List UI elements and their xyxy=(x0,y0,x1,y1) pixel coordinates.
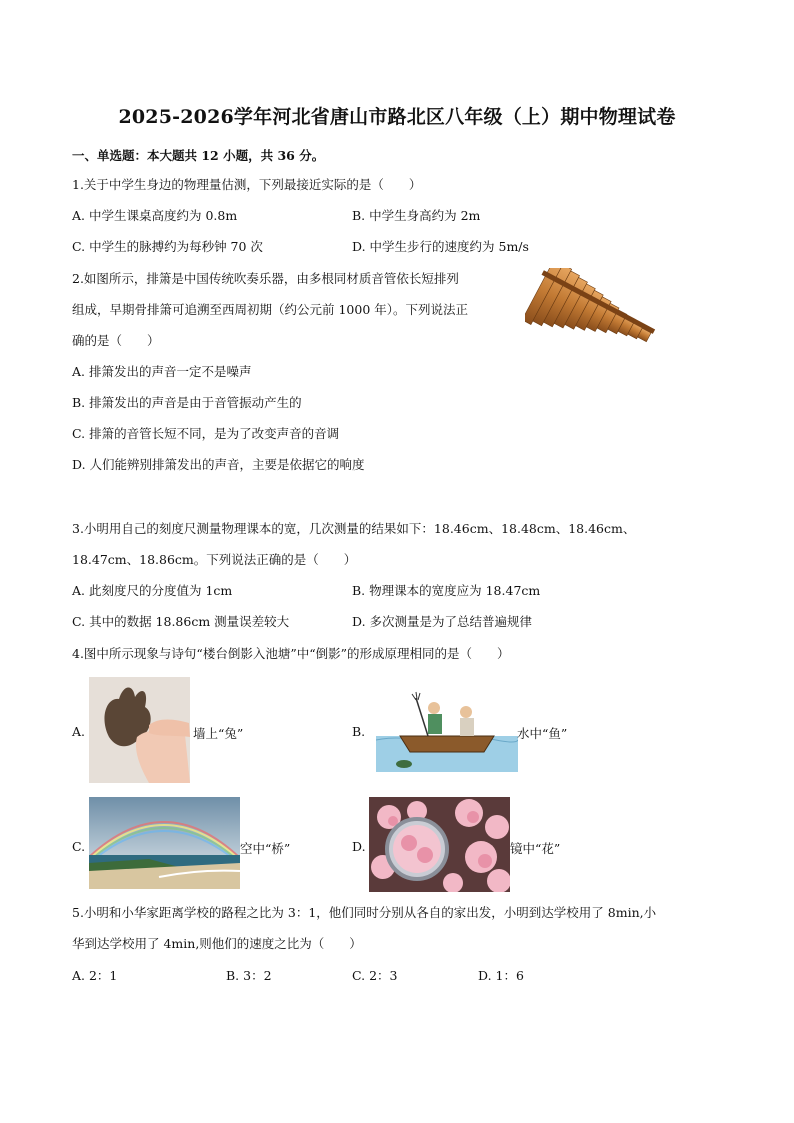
q2-option-a[interactable]: A. 排箫发出的声音一定不是噪声 xyxy=(72,364,252,379)
q4-option-a-letter[interactable]: A. xyxy=(72,724,86,739)
q3-option-d[interactable]: D. 多次测量是为了总结普遍规律 xyxy=(352,614,533,629)
q1-option-a[interactable]: A. 中学生课桌高度约为 0.8m xyxy=(72,208,238,223)
page-title: 2025-2026学年河北省唐山市路北区八年级（上）期中物理试卷 xyxy=(118,106,676,128)
q1-stem: 1.关于中学生身边的物理量估测，下列最接近实际的是（ ） xyxy=(72,177,422,192)
q4-option-d-letter[interactable]: D. xyxy=(352,839,366,854)
q2-option-c[interactable]: C. 排箫的音管长短不同，是为了改变声音的音调 xyxy=(72,426,340,441)
q2-stem-line2: 组成，早期骨排箫可追溯至西周初期（约公元前 1000 年）。下列说法正 xyxy=(72,302,469,317)
q1-option-c[interactable]: C. 中学生的脉搏约为每秒钟 70 次 xyxy=(72,239,263,254)
q5-option-c[interactable]: C. 2：3 xyxy=(352,968,398,983)
q3-option-b[interactable]: B. 物理课本的宽度应为 18.47cm xyxy=(352,583,541,598)
q1-option-d[interactable]: D. 中学生步行的速度约为 5m/s xyxy=(352,239,529,254)
q3-option-a[interactable]: A. 此刻度尺的分度值为 1cm xyxy=(72,583,233,598)
q5-option-a[interactable]: A. 2：1 xyxy=(72,968,118,983)
q4-option-c-letter[interactable]: C. xyxy=(72,839,86,854)
panpipe-image xyxy=(525,268,721,372)
section-heading: 一、单选题：本大题共 12 小题，共 36 分。 xyxy=(72,148,325,163)
q4-option-d-text: 镜中“花” xyxy=(510,841,561,856)
q3-stem-line1: 3.小明用自己的刻度尺测量物理课本的宽，几次测量的结果如下：18.46cm、18.48cm、18.46cm、 xyxy=(72,521,636,536)
q4-stem: 4.图中所示现象与诗句“楼台倒影入池塘”中“倒影”的形成原理相同的是（ ） xyxy=(72,646,510,661)
q2-option-b[interactable]: B. 排箫发出的声音是由于音管振动产生的 xyxy=(72,395,302,410)
fishing-boat-image xyxy=(376,690,518,772)
q1-option-b[interactable]: B. 中学生身高约为 2m xyxy=(352,208,481,223)
q2-stem-line1: 2.如图所示，排箫是中国传统吹奏乐器，由多根同材质音管依长短排列 xyxy=(72,271,459,286)
q5-stem-line1: 5.小明和小华家距离学校的路程之比为 3：1，他们同时分别从各自的家出发，小明到达学校用了 8min,小 xyxy=(72,905,657,920)
q3-stem-line2: 18.47cm、18.86cm。下列说法正确的是（ ） xyxy=(72,552,357,567)
q4-option-c-text: 空中“桥” xyxy=(240,841,291,856)
q3-option-c[interactable]: C. 其中的数据 18.86cm 测量误差较大 xyxy=(72,614,290,629)
shadow-rabbit-image xyxy=(89,677,190,783)
q4-option-b-text: 水中“鱼” xyxy=(517,726,568,741)
q4-option-a-text: 墙上“兔” xyxy=(193,726,244,741)
q2-option-d[interactable]: D. 人们能辨别排箫发出的声音，主要是依据它的响度 xyxy=(72,457,365,472)
q5-option-b[interactable]: B. 3：2 xyxy=(226,968,272,983)
mirror-flower-image xyxy=(369,797,510,892)
q4-option-b-letter[interactable]: B. xyxy=(352,724,366,739)
q5-option-d[interactable]: D. 1：6 xyxy=(478,968,524,983)
q5-stem-line2: 华到达学校用了 4min,则他们的速度之比为（ ） xyxy=(72,936,362,951)
rainbow-image xyxy=(89,797,240,889)
q2-stem-line3: 确的是（ ） xyxy=(72,333,160,348)
